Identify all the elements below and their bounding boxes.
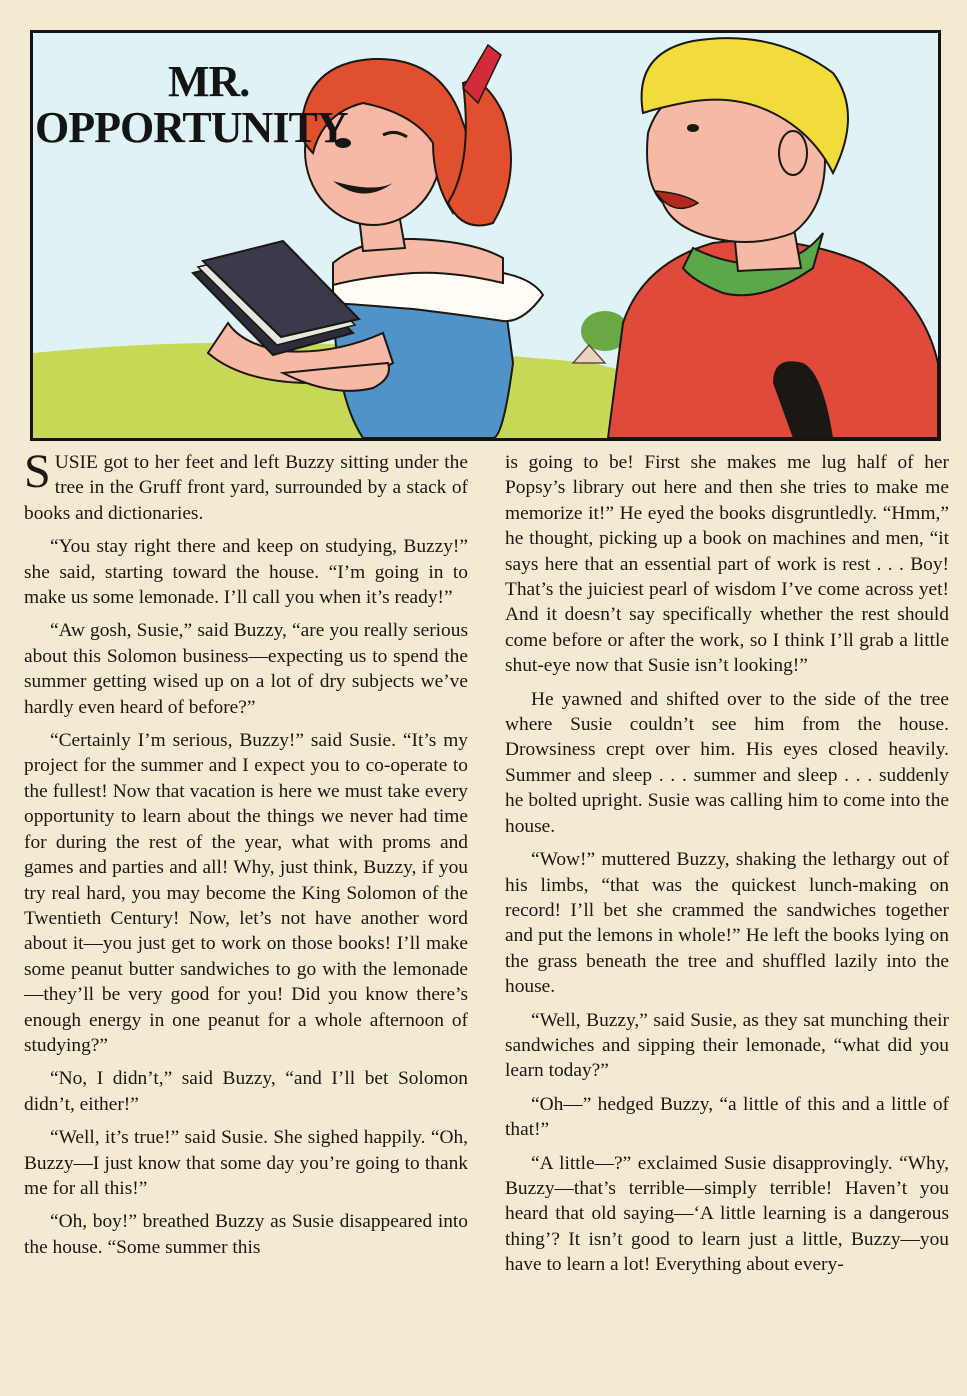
paragraph: is going to be! First she makes me lug half of her Popsy’s library out here and then she tries to make me memorize it!” He eyed the books disgruntledly. “Hmm,” he thought, picking up a book on machines and men, “it says here that an essential part of work is rest . . . Boy! That’s the juiciest pearl of wisdom I’ve come across yet! And it doesn’t say specifically whether the rest should come before or after the work, so I think I’ll grab a little shut-eye now that Susie isn’t looking!” xyxy=(505,452,949,677)
paragraph: He yawned and shifted over to the side of the tree where Susie couldn’t see him from the house. Drowsiness crept over him. His eyes closed heavily. Summer and sleep . . . summer and sleep . . . suddenly he bolted upright. Susie was calling him to come into the house. xyxy=(505,688,949,837)
title-line-1: MR. xyxy=(168,57,250,106)
paragraph: SUSIE got to her feet and left Buzzy sitting under the tree in the Gruff front yard, surrounded by a stack of books and dictionaries. xyxy=(24,445,468,524)
paragraph: “Wow!” muttered Buzzy, shaking the lethargy out of his limbs, “that was the quickest lunch-making on record! I’ll bet she crammed the sandwiches together and put the lemons in whole!” He left the books lying on the grass beneath the tree and shuffled lazily into the house. xyxy=(505,849,949,998)
paragraph: “No, I didn’t,” said Buzzy, “and I’ll bet Solomon didn’t, either!” xyxy=(24,1068,468,1115)
hair-band xyxy=(463,45,501,103)
story-title xyxy=(35,59,395,151)
paragraph: “A little—?” exclaimed Susie disapprovingly. “Why, Buzzy—that’s terrible—simply terrible! Haven’t you heard that old saying—‘A little learning is a dangerous thing’? It isn’t good to learn just a little, Buzzy—you have to learn a lot! Everything about every- xyxy=(505,1152,949,1276)
paragraph: “Well, it’s true!” said Susie. She sighed happily. “Oh, Buzzy—I just know that some day you’re going to thank me for all this!” xyxy=(24,1127,468,1199)
paragraph: “Well, Buzzy,” said Susie, as they sat munching their sandwiches and sipping their lemonade, “what did you learn today?” xyxy=(505,1009,949,1082)
left-text-column xyxy=(24,445,468,1268)
paragraph: “Oh, boy!” breathed Buzzy as Susie disappeared into the house. “Some summer this xyxy=(24,1211,468,1258)
right-text-column xyxy=(505,450,949,1286)
paragraph: “Oh—” hedged Buzzy, “a little of this and a little of that!” xyxy=(505,1093,949,1141)
boy-ear xyxy=(779,131,807,175)
comic-panel xyxy=(30,30,941,441)
paragraph: “Certainly I’m serious, Buzzy!” said Susie. “It’s my project for the summer and I expect you to co-operate to the fullest! Now that vacation is here we must take every opportunity to learn about the things we never had time for during the rest of the year, what with proms and games and parties and all! Why, just think, Buzzy, if you try real hard, you may become the King Solomon of the Twentieth Century! Now, let’s not have another word about it—you just get to work on those books! I’ll make some peanut butter sandwiches to go with the lemonade—they’ll be very good for you! Did you know there’s enough energy in one peanut for a whole afternoon of studying?” xyxy=(24,730,468,1056)
paragraph: “You stay right there and keep on studying, Buzzy!” she said, starting toward the house. “I’m going in to make us some lemonade. I’ll call you when it’s ready!” xyxy=(24,536,468,609)
title-line-2: OPPORTUNITY xyxy=(35,103,348,152)
paragraph: “Aw gosh, Susie,” said Buzzy, “are you really serious about this Solomon business—expecting us to spend the summer getting wised up on a lot of dry subjects we’ve hardly even heard of before?” xyxy=(24,620,468,718)
drop-cap: S xyxy=(24,445,51,498)
